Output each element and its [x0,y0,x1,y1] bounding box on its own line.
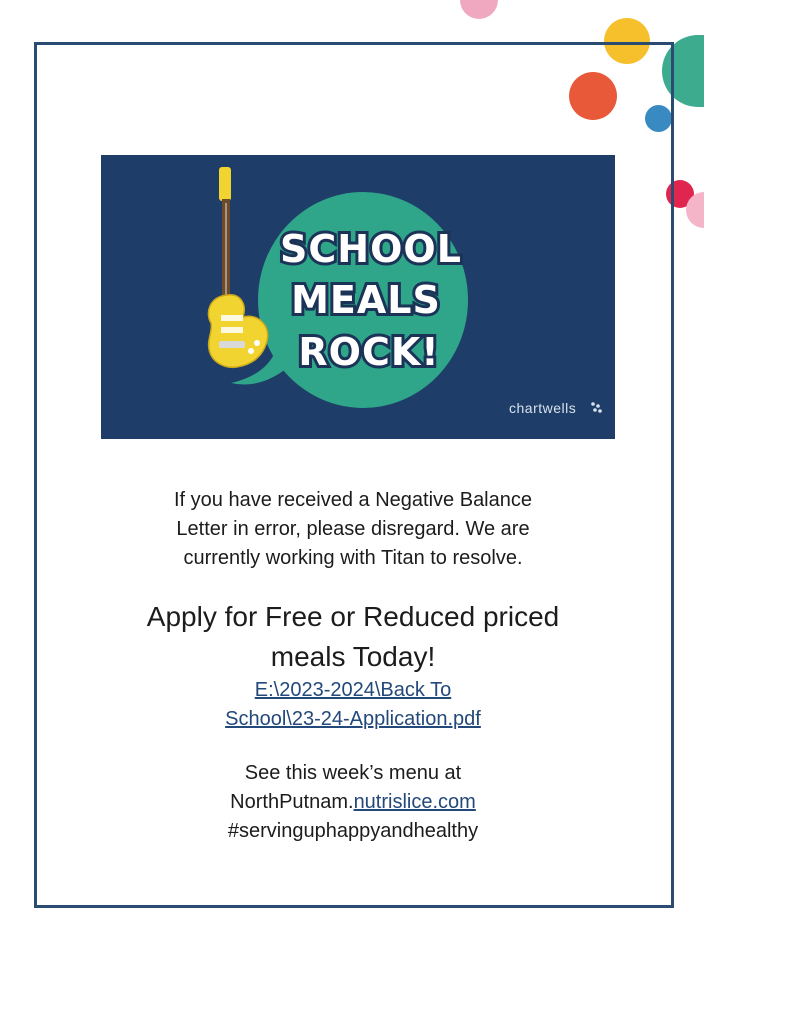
banner-title-line1: SCHOOL [280,227,462,271]
menu-prefix: See this week’s menu at [244,762,462,784]
notice-line: If you have received a Negative Balance [174,489,532,511]
menu-info [100,759,606,846]
apply-line: meals Today! [270,641,436,672]
banner-graphic [101,155,615,439]
menu-site [100,788,606,817]
chartwells-logo-text: chartwells [509,400,577,416]
confetti-dot-pink-top [460,0,498,19]
apply-line: Apply for Free or Reduced priced [146,601,560,632]
banner-title-line2: MEALS [291,278,441,322]
electric-guitar-icon [208,167,267,367]
notice-line: currently working with Titan to resolve. [183,547,523,569]
nutrislice-link[interactable]: nutrislice.com [353,791,476,813]
application-link[interactable] [100,676,606,734]
apply-heading [100,597,606,677]
application-link-line[interactable]: School\23-24-Application.pdf [225,708,481,730]
negative-balance-notice [100,486,606,573]
application-link-line[interactable]: E:\2023-2024\Back To [254,679,452,701]
notice-line: Letter in error, please disregard. We are [176,518,530,540]
menu-site-domain: NorthPutnam. [230,791,354,813]
banner-title-line3: ROCK! [298,330,440,374]
chartwells-logo-icon [591,402,602,413]
school-meals-rock-banner [101,155,615,439]
hashtag: #servinguphappyandhealthy [227,820,479,842]
